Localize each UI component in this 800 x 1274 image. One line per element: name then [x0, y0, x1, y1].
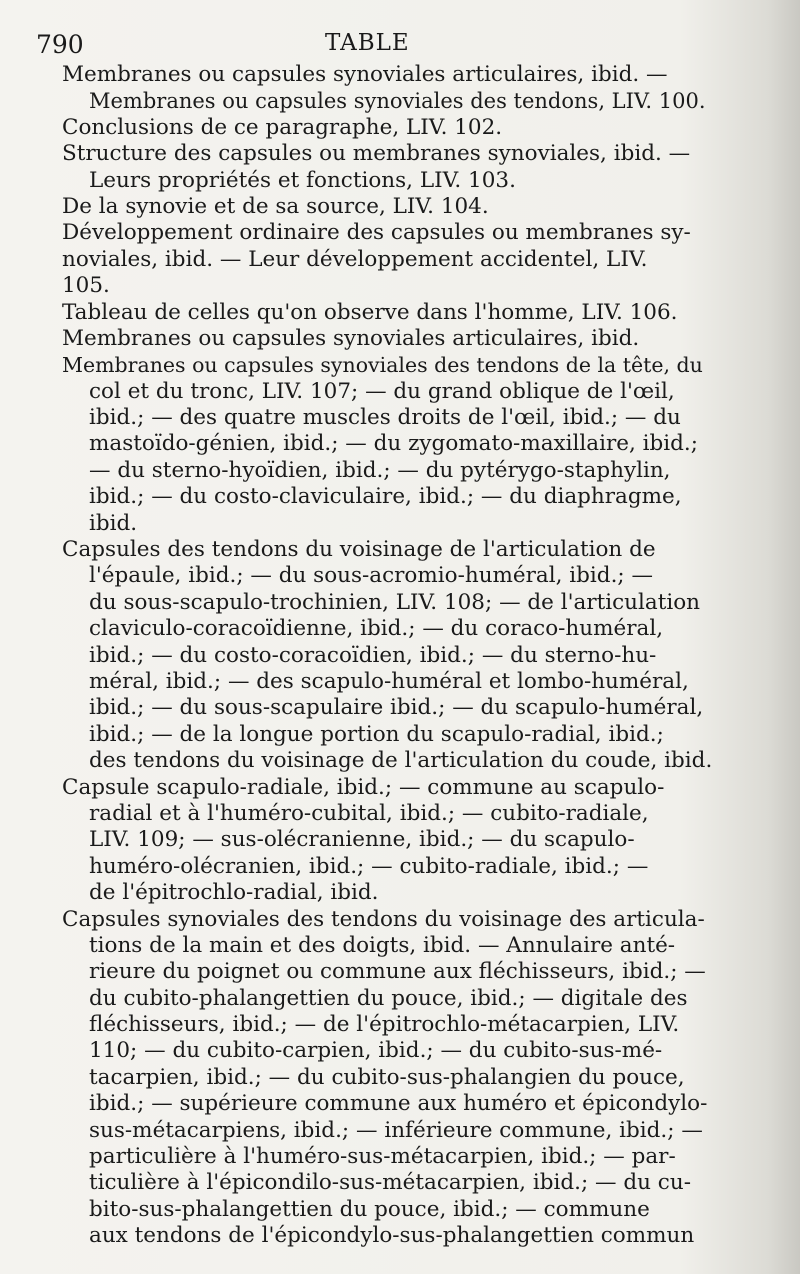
text-line: rieure du poignet ou commune aux fléchisseurs, ibid.; —: [89, 959, 706, 985]
text-line: du sous-scapulo-trochinien, LIV. 108; — de l'articulation: [89, 589, 701, 615]
text-line: l'épaule, ibid.; — du sous-acromio-huméral, ibid.; —: [89, 563, 653, 589]
text-line: Capsule scapulo-radiale, ibid.; — commune au scapulo-: [62, 774, 665, 800]
text-line: 110; — du cubito-carpien, ibid.; — du cubito-sus-mé-: [89, 1038, 663, 1064]
text-line: du cubito-phalangettien du pouce, ibid.; — digitale des: [89, 985, 688, 1011]
text-line: claviculo-coracoïdienne, ibid.; — du coraco-huméral,: [89, 616, 664, 642]
text-line: ibid.: [89, 510, 138, 536]
text-line: De la synovie et de sa source, LIV. 104.: [62, 193, 489, 219]
text-line: Membranes ou capsules synoviales articulaires, ibid.: [62, 325, 640, 351]
text-line: bito-sus-phalangettien du pouce, ibid.; — commune: [89, 1196, 650, 1222]
text-line: ibid.; — du costo-claviculaire, ibid.; — du diaphragme,: [89, 484, 682, 510]
text-line: fléchisseurs, ibid.; — de l'épitrochlo-métacarpien, LIV.: [89, 1012, 680, 1038]
text-line: méral, ibid.; — des scapulo-huméral et lombo-huméral,: [89, 668, 689, 694]
table-of-contents-text: [62, 62, 712, 1250]
text-line: ibid.; — supérieure commune aux huméro et épicondylo-: [89, 1091, 708, 1117]
text-line: Conclusions de ce paragraphe, LIV. 102.: [62, 114, 503, 140]
text-line: ibid.; — du costo-coracoïdien, ibid.; — du sterno-hu-: [89, 642, 657, 668]
text-line: Membranes ou capsules synoviales des tendons de la tête, du: [62, 353, 703, 378]
text-line: tacarpien, ibid.; — du cubito-sus-phalangien du pouce,: [89, 1064, 685, 1090]
text-line: Membranes ou capsules synoviales des tendons, LIV. 100.: [89, 89, 706, 114]
text-line: 105.: [62, 273, 110, 299]
text-line: ibid.; — du sous-scapulaire ibid.; — du scapulo-huméral,: [89, 695, 704, 721]
text-line: ibid.; — des quatre muscles droits de l'œil, ibid.; — du: [89, 405, 681, 431]
text-line: particulière à l'huméro-sus-métacarpien, ibid.; — par-: [89, 1144, 676, 1170]
text-line: Structure des capsules ou membranes synoviales, ibid. —: [62, 141, 691, 167]
text-line: Capsules synoviales des tendons du voisinage des articula-: [62, 906, 705, 932]
text-line: de l'épitrochlo-radial, ibid.: [89, 880, 379, 906]
text-line: Développement ordinaire des capsules ou membranes sy-: [62, 220, 691, 246]
text-line: des tendons du voisinage de l'articulation du coude, ibid.: [89, 748, 712, 774]
text-line: huméro-olécranien, ibid.; — cubito-radiale, ibid.; —: [89, 853, 649, 879]
running-title: TABLE: [325, 30, 410, 56]
text-line: ibid.; — de la longue portion du scapulo-radial, ibid.;: [89, 721, 664, 747]
text-line: mastoïdo-génien, ibid.; — du zygomato-maxillaire, ibid.;: [89, 431, 699, 457]
page-number: 790: [36, 30, 84, 59]
text-line: LIV. 109; — sus-olécranienne, ibid.; — du scapulo-: [89, 827, 635, 853]
text-line: sus-métacarpiens, ibid.; — inférieure commune, ibid.; —: [89, 1117, 703, 1143]
text-line: Capsules des tendons du voisinage de l'articulation de: [62, 537, 656, 563]
text-line: Membranes ou capsules synoviales articulaires, ibid. —: [62, 62, 668, 87]
text-line: noviales, ibid. — Leur développement accidentel, LIV.: [62, 246, 648, 272]
text-line: aux tendons de l'épicondylo-sus-phalangettien commun: [89, 1223, 695, 1249]
text-line: radial et à l'huméro-cubital, ibid.; — cubito-radiale,: [89, 800, 649, 826]
text-line: tions de la main et des doigts, ibid. — Annulaire anté-: [89, 932, 676, 958]
text-line: Tableau de celles qu'on observe dans l'homme, LIV. 106.: [62, 299, 678, 325]
text-line: col et du tronc, LIV. 107; — du grand oblique de l'œil,: [89, 378, 675, 404]
page-header: [0, 30, 800, 62]
text-line: Leurs propriétés et fonctions, LIV. 103.: [89, 167, 516, 193]
text-line: — du sterno-hyoïdien, ibid.; — du pytérygo-staphylin,: [89, 457, 671, 483]
text-line: ticulière à l'épicondilo-sus-métacarpien, ibid.; — du cu-: [89, 1170, 691, 1196]
